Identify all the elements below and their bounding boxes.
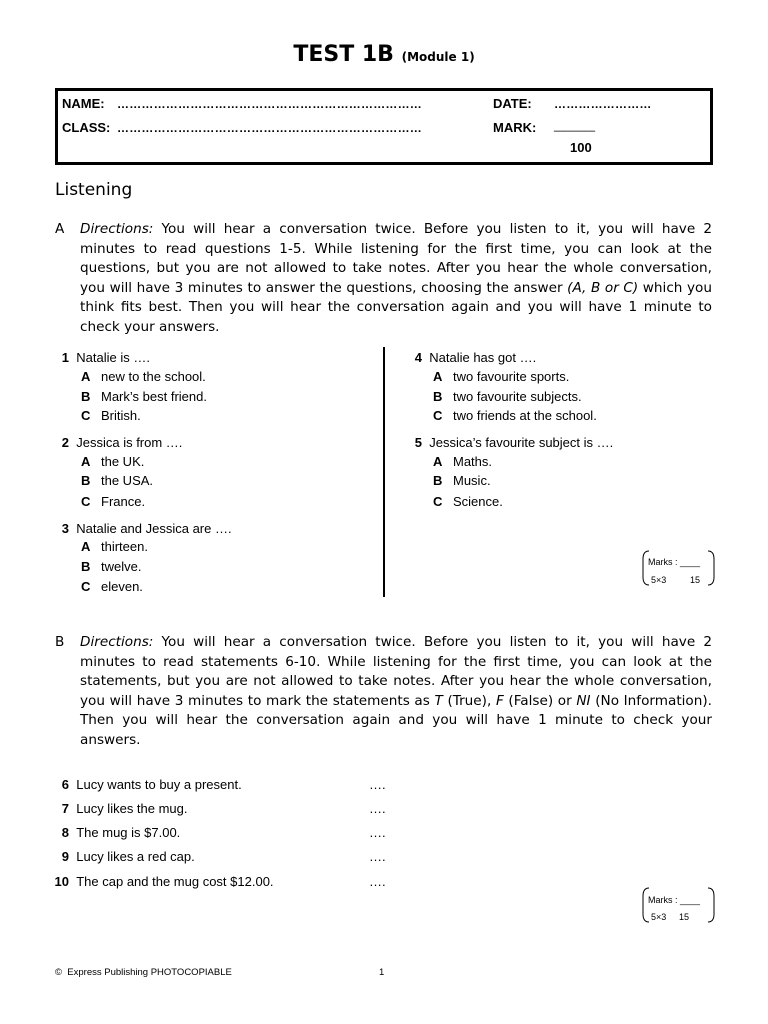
column-divider (383, 347, 385, 597)
section-heading: Listening (55, 180, 133, 200)
option-5b[interactable]: B Music. (433, 473, 491, 488)
marks-label-a: Marks : ____ (648, 557, 701, 567)
page-number: 1 (379, 967, 385, 978)
footer-publisher: Express Publishing PHOTOCOPIABLE (67, 967, 232, 978)
statement-10-blank[interactable]: …. (369, 874, 386, 889)
statement-8-blank[interactable]: …. (369, 825, 386, 840)
date-label: DATE: (493, 96, 532, 111)
copyright-icon: © (55, 967, 62, 978)
date-field[interactable]: …………………… (554, 97, 652, 111)
option-3a[interactable]: A thirteen. (81, 539, 148, 554)
statement-10: 10 The cap and the mug cost $12.00. (54, 874, 274, 889)
mark-field[interactable]: ______ (554, 118, 596, 132)
page-title (0, 42, 768, 67)
name-field[interactable]: ………………………………………………………………… (117, 97, 422, 111)
directions-label: Directions: (80, 221, 154, 237)
question-5: 5 Jessica’s favourite subject is …. (414, 435, 614, 450)
class-label: CLASS: (62, 120, 111, 135)
statement-9: 9 Lucy likes a red cap. (61, 849, 195, 864)
mark-label: MARK: (493, 120, 537, 135)
question-4: 4 Natalie has got …. (414, 350, 537, 365)
statement-6: 6 Lucy wants to buy a present. (61, 777, 242, 792)
part-a-letter: A (55, 221, 65, 237)
option-1a[interactable]: A new to the school. (81, 369, 206, 384)
marks-calc-b: 5×3 (651, 912, 667, 922)
mark-total: 100 (570, 140, 592, 155)
question-2: 2 Jessica is from …. (61, 435, 183, 450)
module-label: (Module 1) (401, 50, 475, 64)
marks-total-b: 15 (679, 912, 690, 922)
marks-total-a: 15 (690, 575, 701, 585)
option-1c[interactable]: C British. (81, 408, 141, 423)
part-b-letter: B (55, 634, 65, 650)
option-1b[interactable]: B Mark’s best friend. (81, 389, 207, 404)
option-4b[interactable]: B two favourite subjects. (433, 389, 582, 404)
question-3: 3 Natalie and Jessica are …. (61, 521, 232, 536)
option-4c[interactable]: C two friends at the school. (433, 408, 597, 423)
part-b-directions: B Directions: You will hear a conversation twice. Before you listen to it, you will have 2 minutes to read statements 6-10. While listening for the first time, you can look at the statements, but you are not allowed to take notes. After you hear the whole conversation, you will have 3 minutes to mark the statements as T (True), F (False) or NI (No Information). Then you will hear the conversation again and you will have 1 minute to check your answers. (55, 634, 712, 748)
class-field[interactable]: ………………………………………………………………… (117, 121, 422, 135)
option-3c[interactable]: C eleven. (81, 579, 143, 594)
option-5c[interactable]: C Science. (433, 494, 503, 509)
option-2b[interactable]: B the USA. (81, 473, 154, 488)
footer-copyright (55, 967, 232, 978)
option-2c[interactable]: C France. (81, 494, 146, 509)
option-2a[interactable]: A the UK. (81, 454, 145, 469)
statement-9-blank[interactable]: …. (369, 849, 386, 864)
marks-calc-a: 5×3 (651, 575, 667, 585)
option-4a[interactable]: A two favourite sports. (433, 369, 570, 384)
option-3b[interactable]: B twelve. (81, 559, 142, 574)
part-a-directions: A Directions: You will hear a conversation twice. Before you listen to it, you will have 2 minutes to read questions 1-5. While listening for the first time, you can look at the questions, but you are not allowed to take notes. After you hear the whole conversation, you will have 3 minutes to answer the questions, choosing the answer (A, B or C) which you think fits best. Then you will hear the conversation again and you will have 1 minute to check your answers. (55, 221, 712, 335)
statement-6-blank[interactable]: …. (369, 777, 386, 792)
statement-7: 7 Lucy likes the mug. (61, 801, 188, 816)
marks-label-b: Marks : ____ (648, 895, 701, 905)
statement-7-blank[interactable]: …. (369, 801, 386, 816)
option-5a[interactable]: A Maths. (433, 454, 493, 469)
test-title: TEST 1B (293, 42, 394, 67)
name-label: NAME: (62, 96, 105, 111)
statement-8: 8 The mug is $7.00. (61, 825, 181, 840)
question-1: 1 Natalie is …. (61, 350, 150, 365)
